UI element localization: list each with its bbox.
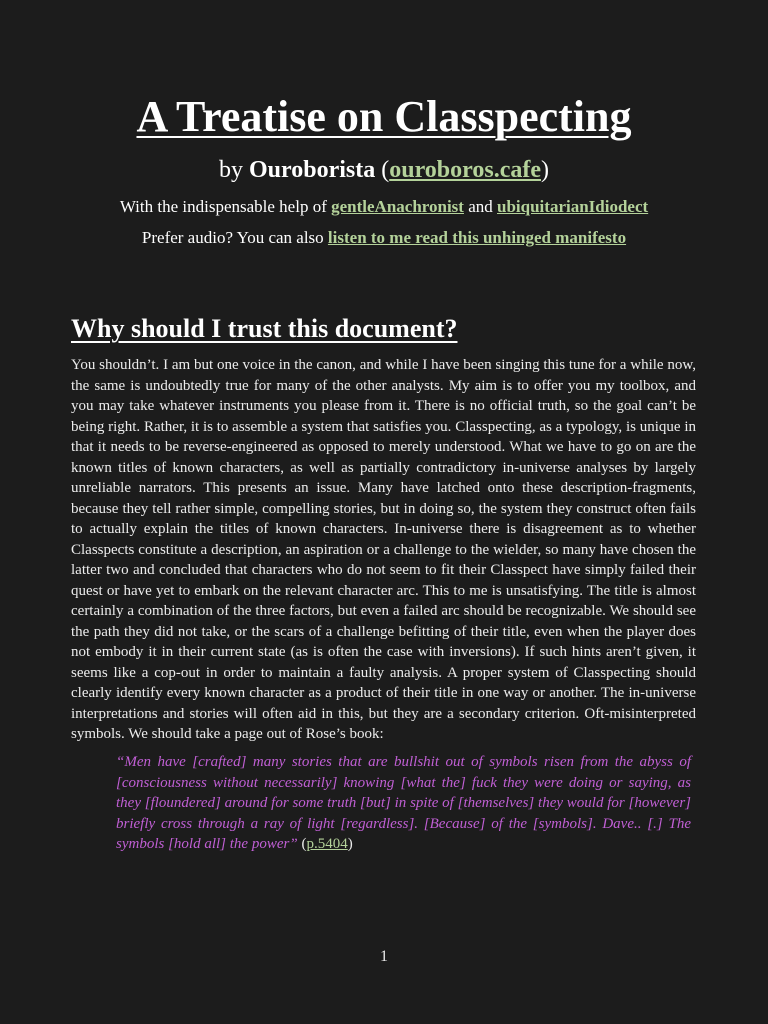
quote-text: “Men have [crafted] many stories that are bullshit out of symbols risen from the abyss of [consciousness without necessarily] knowing [what the] fuck they were doing or saying, as they [floundered] around for some truth [but] in spite of [themselves] they would for [however] briefly cross through a ray of light [regardless]. [Because] of the [symbols]. Dave.. [.] The symbols [hold all] the power” [116,754,691,852]
citation-paren-close: ) [347,836,353,852]
citation-paren-open: ( [297,836,307,852]
section-heading: Why should I trust this document? [71,314,458,343]
byline-paren-close: ) [541,157,549,183]
byline-paren-open: ( [375,157,390,183]
helper-link-gentleanachronist[interactable]: gentleAnachronist [331,197,464,216]
audio-link[interactable]: listen to me read this unhinged manifesto [327,228,627,247]
site-link[interactable]: ouroboros.cafe [389,157,541,183]
audio-line [0,227,768,249]
citation-link[interactable]: p.5404 [306,836,348,852]
credits-and: and [463,197,498,216]
byline-prefix: by [218,157,249,183]
author-name: Ouroborista [248,157,376,183]
document-title: A Treatise on Classpecting [136,92,632,141]
section-body-paragraph: You shouldn’t. I am but one voice in the canon, and while I have been singing this tune for a while now, the same is undoubtedly true for many of the other analysts. My aim is to offer you my toolbox, and you may take whatever instruments you please from it. There is no official truth, so the goal can’t be being right. Rather, it is to assemble a system that satisfies you. Classpecting, as a typology, is unique in that it needs to be reverse-engineered as opposed to merely understood. What we have to go on are the known titles of known characters, as well as partially contradictory in-universe analyses by largely unreliable narrators. This presents an issue. Many have latched onto these description-fragments, because they tell rather simple, compelling stories, but in doing so, the system they construct often fails to actually explain the titles of known characters. In-universe there is disagreement as to whether Classpects constitute a description, an aspiration or a challenge to the wielder, so many have chosen the latter two and concluded that characters who do not seem to fit their Classpect have simply failed their quest or have yet to embark on the relevant character arc. This to me is unsatisfying. The title is almost certainly a combination of the three factors, but even a failed arc should be recognizable. We should see the path they did not take, or the scars of a challenge befitting of their title, even when the player does not embody it in their current state (as is often the case with inversions). If such hints aren’t given, it seems like a cop-out in order to maintain a faulty analysis. A proper system of Classpecting should clearly identify every known character as a product of their title in one way or another. The in-universe interpretations and stories will often aid in this, but they are a secondary criterion. Oft-misinterpreted symbols. We should take a page out of Rose’s book: [71,357,696,742]
blockquote [116,752,691,855]
credits-line [0,196,768,218]
helper-link-ubiquitarianidiodect[interactable]: ubiquitarianIdiodect [497,197,649,216]
byline [0,154,768,186]
audio-prefix: Prefer audio? You can also [141,228,328,247]
page-number: 1 [380,948,388,965]
credits-prefix: With the indispensable help of [119,197,332,216]
